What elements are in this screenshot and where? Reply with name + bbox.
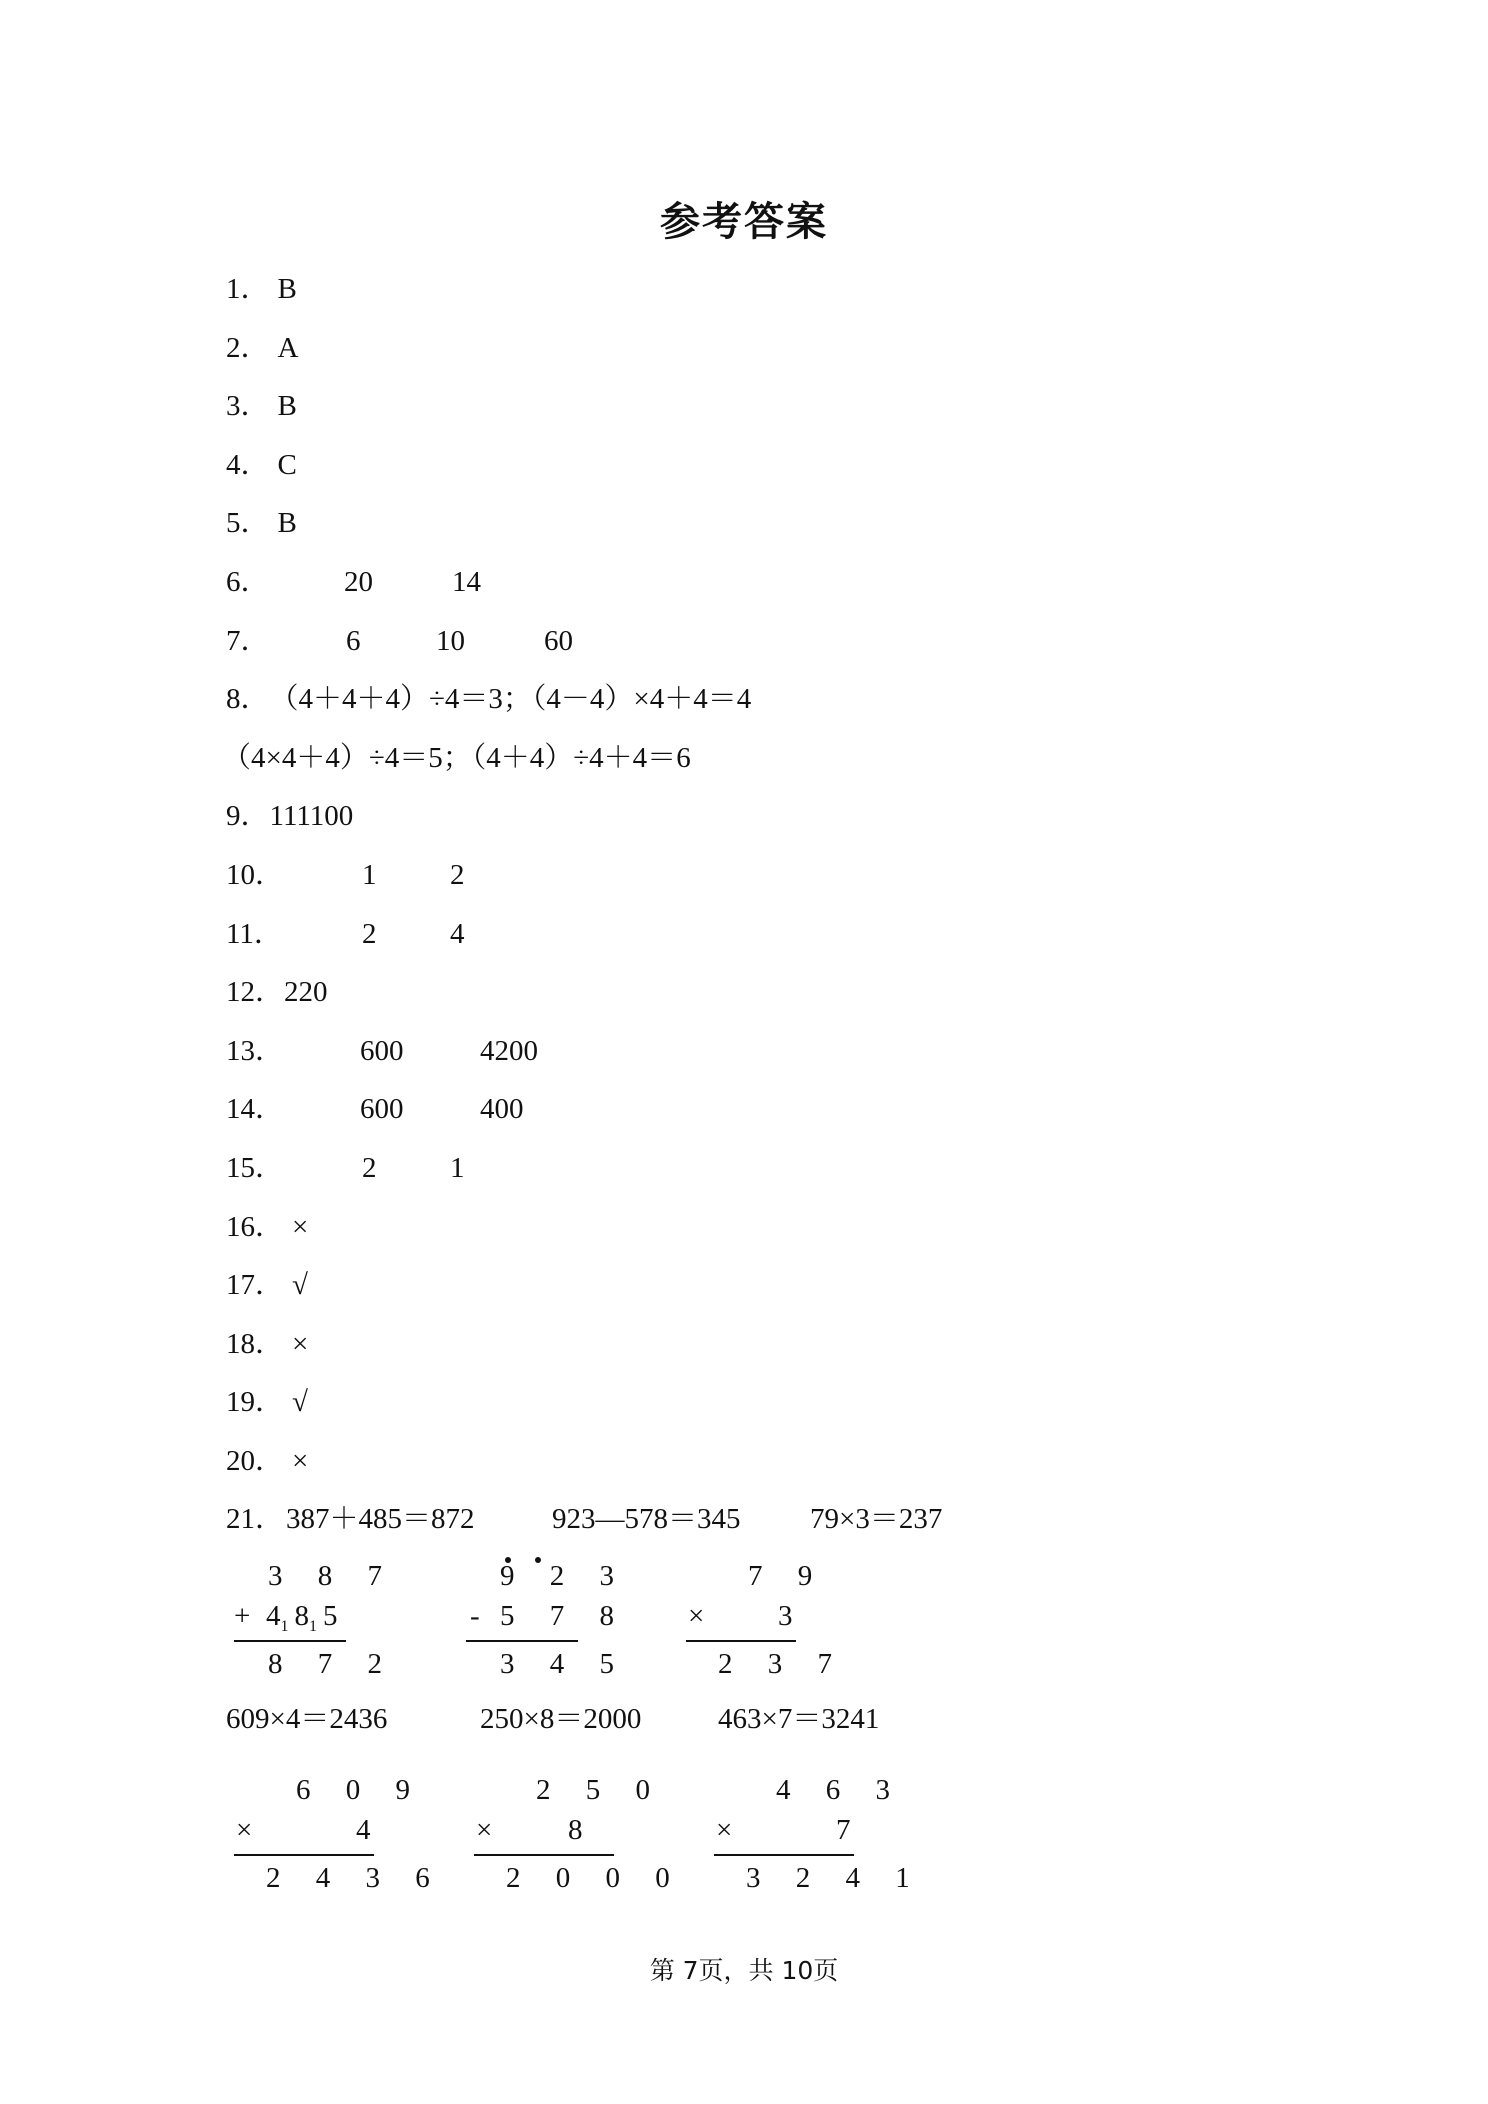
calc-operator: - [470,1600,480,1632]
answer-number: 19． [226,1386,285,1419]
answer-blank: 400 [480,1093,524,1126]
calc-result: 8 7 2 [268,1648,396,1680]
answer-number: 4． [226,448,270,481]
calc-middle: 7 [836,1814,851,1846]
calc-operator: × [236,1814,253,1846]
answer-number: 5． [226,507,270,540]
equation: 463×7＝3241 [718,1703,880,1735]
answer-row [226,971,751,1030]
answer-number: 3． [226,390,270,423]
answer-blank: 14 [452,565,481,598]
equation: 79×3＝237 [810,1503,943,1536]
calc-result: 3 2 4 1 [746,1862,924,1894]
equation: 250×8＝2000 [480,1703,642,1735]
answer-row [226,1147,751,1206]
calc-underline [686,1640,796,1642]
answer-row [226,385,751,444]
answer-text: × [292,1210,309,1243]
answer-text: C [277,448,297,481]
equation: 923—578＝345 [552,1503,741,1536]
answer-row [226,1440,751,1499]
answer-blank: 2 [362,1151,377,1184]
answer-row [226,1088,751,1147]
answer-number: 21． [226,1503,285,1536]
answer-row [226,502,751,561]
answer-number: 14． [226,1093,285,1126]
calc-underline [234,1640,346,1642]
answer-row [226,1323,751,1382]
calc-underline [234,1854,374,1856]
answer-blank: 600 [360,1093,404,1126]
answer-number: 9． [226,800,270,833]
answer-number: 2． [226,331,270,364]
answer-number: 17． [226,1269,285,1302]
answer-row [226,795,751,854]
calc-top: 3 8 7 [268,1560,396,1592]
calc-middle: 8 [568,1814,583,1846]
calc-top: 9 2 3 [500,1560,628,1592]
answer-text: A [277,331,299,364]
answer-row [222,737,751,796]
calc-middle: 3 [778,1600,793,1632]
answer-blank: 1 [362,858,377,891]
answer-number: 8． [226,683,270,716]
answer-number: 11． [226,917,283,950]
calc-top: 2 5 0 [536,1774,664,1806]
answer-blank: 600 [360,1034,404,1067]
calc-middle: 4 [356,1814,371,1846]
answer-text: （4×4＋4）÷4＝5；（4＋4）÷4＋4＝6 [222,741,691,774]
equation-row-2 [226,1698,1326,1757]
answer-text: √ [292,1269,308,1302]
answer-blank: 60 [544,624,573,657]
calc-result: 2 0 0 0 [506,1862,684,1894]
answer-number: 6． [226,565,270,598]
calc-operator: × [716,1814,733,1846]
answer-row [226,327,751,386]
answer-text: B [277,273,297,305]
answer-text: （4＋4＋4）÷4＝3；（4－4）×4＋4＝4 [269,683,752,716]
calc-operator: × [476,1814,493,1846]
answer-blank: 6 [346,624,361,657]
answer-number: 13． [226,1034,285,1067]
carry-digit: 1 [280,1618,289,1635]
answer-number: 15． [226,1151,285,1184]
page-footer: 第 7页，共 10页 [649,1956,839,1985]
answer-text: 220 [284,976,328,1009]
answer-number: 7． [226,624,270,657]
answer-row [226,561,751,620]
answer-text: B [277,507,297,540]
answer-blank: 2 [362,917,377,950]
answer-row [226,444,751,503]
calc-underline [466,1640,578,1642]
answer-row [226,913,751,972]
answer-number: 1． [226,273,270,305]
calc-middle: 5 7 8 [500,1600,628,1632]
answer-text: 111100 [269,800,354,833]
calc-top: 6 0 9 [296,1774,424,1806]
answer-text: B [277,390,297,423]
answer-blank: 4 [450,917,465,950]
answer-row [226,268,751,327]
answer-number: 12． [226,976,285,1009]
page-title: 参考答案 [660,199,828,245]
answer-number: 16． [226,1210,285,1243]
answer-row [226,1381,751,1440]
calc-top: 4 6 3 [776,1774,904,1806]
answer-blank: 4200 [480,1034,538,1067]
equation: 609×4＝2436 [226,1703,388,1735]
calc-top: 7 9 [748,1560,827,1592]
answer-blank: 10 [436,624,465,657]
answer-row [226,854,751,913]
answer-number: 20． [226,1444,285,1477]
answer-text: × [292,1444,309,1477]
answer-row [226,1264,751,1323]
calc-result: 2 3 7 [718,1648,846,1680]
calc-operator: × [688,1600,705,1632]
answer-row [226,1030,751,1089]
answer-text: √ [292,1386,308,1419]
calc-operator: + [234,1600,251,1632]
answer-blank: 2 [450,858,465,891]
answer-blank: 1 [450,1151,465,1184]
equation: 387＋485＝872 [286,1503,475,1536]
calc-middle: $4_1$ $8_1$ 5 [266,1600,338,1635]
answer-row [226,678,751,737]
answer-blank: 20 [344,565,373,598]
answer-row [226,620,751,679]
answer-number: 18． [226,1327,285,1360]
answer-row [226,1206,751,1265]
answer-number: 10． [226,858,285,891]
answer-list [222,268,943,1557]
calc-result: 2 4 3 6 [266,1862,444,1894]
calc-result: 3 4 5 [500,1648,628,1680]
answer-row-21 [226,1498,943,1557]
calc-underline [474,1854,614,1856]
calc-underline [714,1854,854,1856]
answer-text: × [292,1327,309,1360]
carry-digit: 1 [309,1618,317,1635]
